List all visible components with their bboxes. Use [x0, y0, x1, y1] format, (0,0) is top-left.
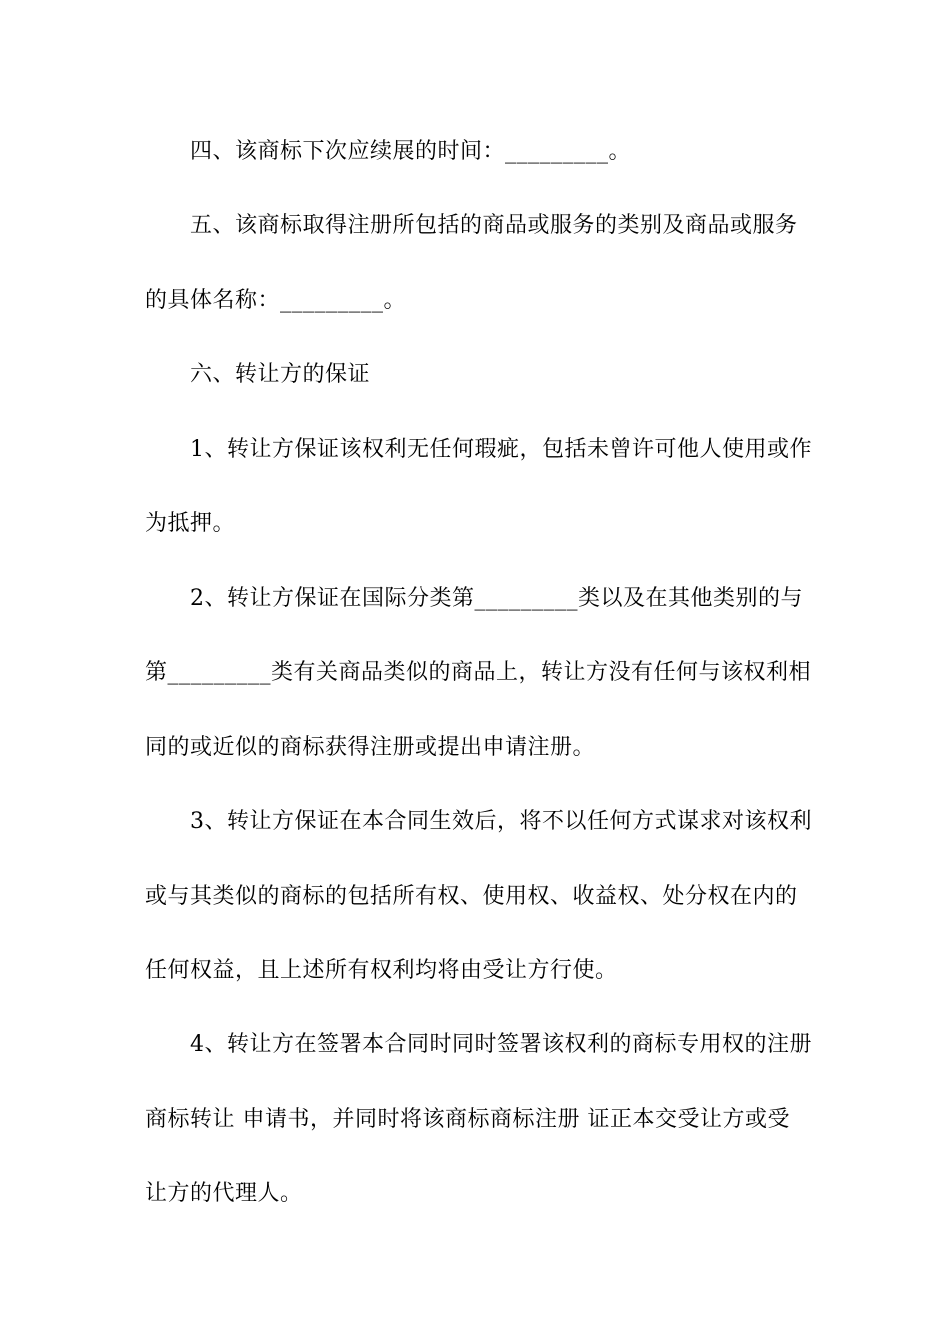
clause-5-goods-services-line-2: 的具体名称：_________。 [145, 288, 407, 313]
guarantee-2-line-3: 同的或近似的商标获得注册或提出申请注册。 [145, 735, 596, 760]
guarantee-2-line-1: 2、转让方保证在国际分类第_________类以及在其他类别的与 [190, 586, 803, 611]
guarantee-3-line-3: 任何权益，且上述所有权利均将由受让方行使。 [145, 958, 618, 983]
clause-4-renewal-time: 四、该商标下次应续展的时间：_________。 [190, 139, 632, 164]
guarantee-4-line-3: 让方的代理人。 [145, 1181, 303, 1206]
guarantee-4-line-1: 4、转让方在签署本合同时同时签署该权利的商标专用权的注册 [190, 1032, 812, 1057]
guarantee-3-line-2: 或与其类似的商标的包括所有权、使用权、收益权、处分权在内的 [145, 884, 798, 909]
guarantee-3-line-1: 3、转让方保证在本合同生效后，将不以任何方式谋求对该权利 [190, 809, 812, 834]
section-6-heading: 六、转让方的保证 [190, 362, 371, 387]
guarantee-4-line-2: 商标转让 申请书，并同时将该商标商标注册 证正本交受让方或受 [145, 1107, 790, 1132]
guarantee-1-line-1: 1、转让方保证该权利无任何瑕疵，包括未曾许可他人使用或作 [190, 437, 812, 462]
clause-5-goods-services-line-1: 五、该商标取得注册所包括的商品或服务的类别及商品或服务 [190, 213, 798, 238]
guarantee-1-line-2: 为抵押。 [145, 511, 236, 536]
guarantee-2-line-2: 第_________类有关商品类似的商品上，转让方没有任何与该权利相 [145, 660, 812, 685]
